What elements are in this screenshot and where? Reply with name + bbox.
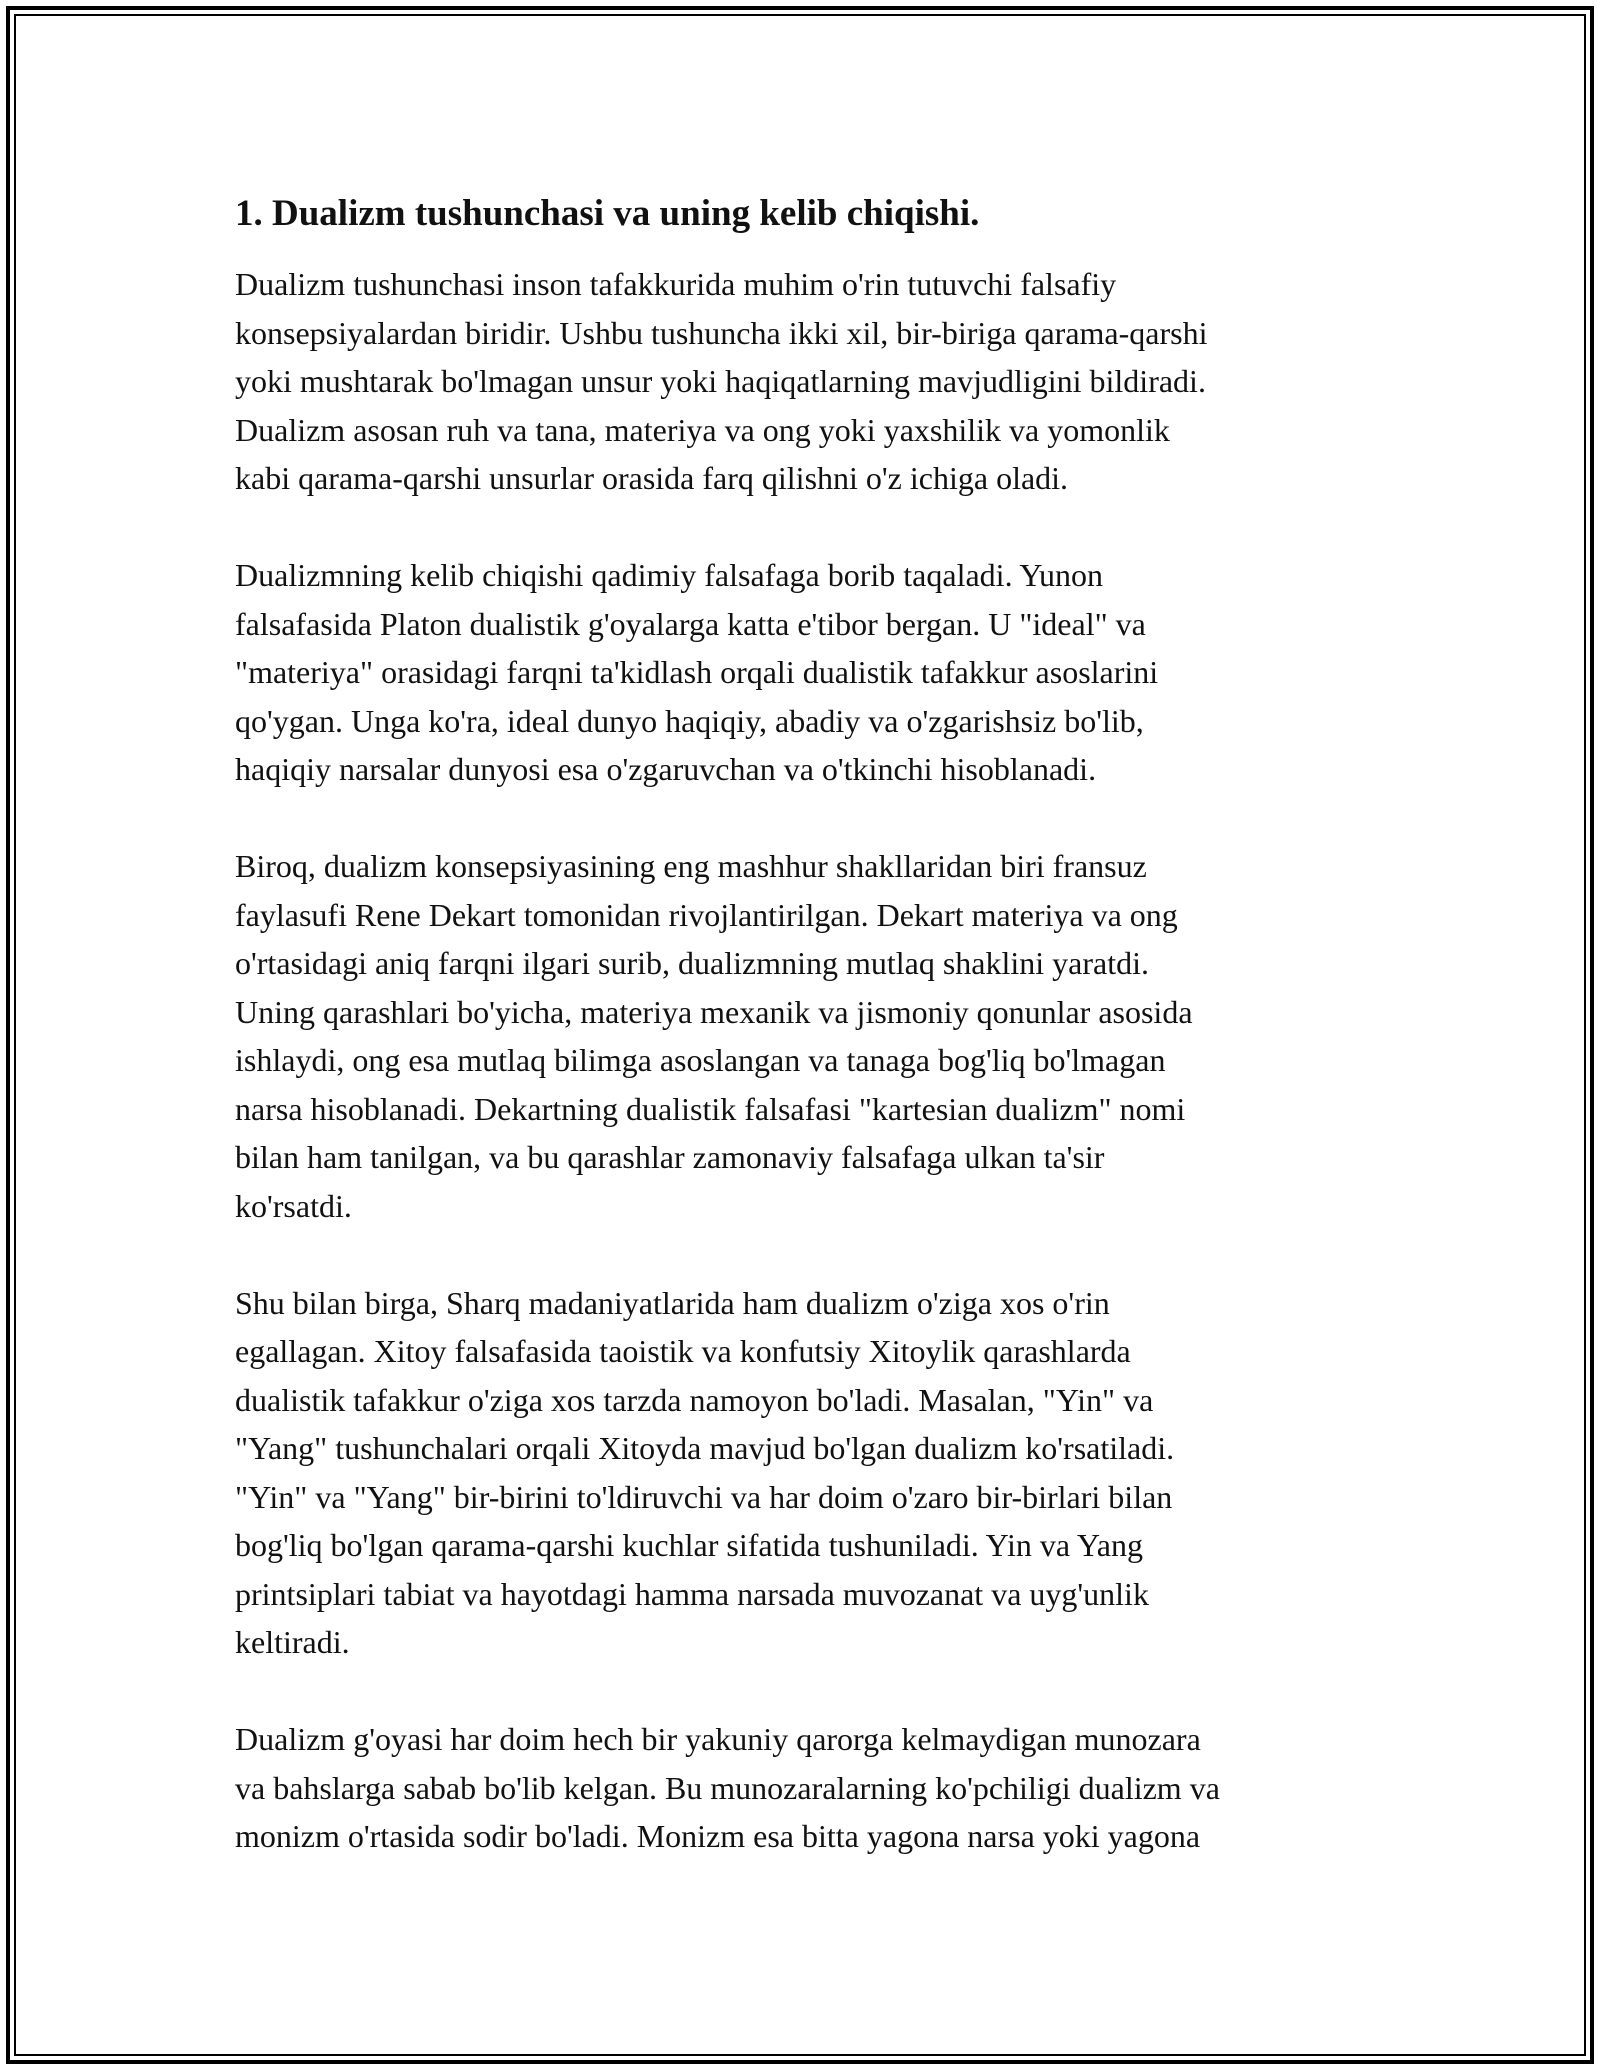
paragraph-line: narsa hisoblanadi. Dekartning dualistik falsafasi "kartesian dualizm" nomi	[235, 1090, 1186, 1127]
paragraph-line: o'rtasidagi aniq farqni ilgari surib, dualizmning mutlaq shaklini yaratdi.	[235, 945, 1149, 981]
paragraph-line: kabi qarama-qarshi unsurlar orasida farq qilishni o'z ichiga oladi.	[235, 460, 1069, 496]
paragraph-line: ishlaydi, ong esa mutlaq bilimga asoslangan va tanaga bog'liq bo'lmagan	[235, 1042, 1166, 1078]
paragraph-line: Shu bilan birga, Sharq madaniyatlarida ham dualizm o'ziga xos o'rin	[235, 1284, 1110, 1321]
paragraph-3	[235, 842, 1385, 1230]
paragraph-line: Dualizm g'oyasi har doim hech bir yakuniy qarorga kelmaydigan munozara	[235, 1721, 1201, 1757]
document-body	[235, 188, 1385, 1909]
paragraph-line: va bahslarga sabab bo'lib kelgan. Bu munozaralarning ko'pchiligi dualizm va	[235, 1769, 1220, 1806]
paragraph-4	[235, 1279, 1385, 1667]
section-heading: 1. Dualizm tushunchasi va uning kelib chiqishi.	[235, 193, 980, 234]
paragraph-line: "materiya" orasidagi farqni ta'kidlash orqali dualistik tafakkur asoslarini	[235, 654, 1159, 690]
paragraph-5	[235, 1715, 1385, 1861]
paragraph-line: Biroq, dualizm konsepsiyasining eng mashhur shakllaridan biri fransuz	[235, 848, 1147, 884]
paragraph-line: "Yang" tushunchalari orqali Xitoyda mavjud bo'lgan dualizm ko'rsatiladi.	[235, 1430, 1175, 1466]
paragraph-line: keltiradi.	[235, 1624, 350, 1660]
paragraph-line: konsepsiyalardan biridir. Ushbu tushuncha ikki xil, bir-biriga qarama-qarshi	[235, 314, 1208, 351]
paragraph-line: faylasufi Rene Dekart tomonidan rivojlantirilgan. Dekart materiya va ong	[235, 896, 1178, 933]
paragraph-line: qo'ygan. Unga ko'ra, ideal dunyo haqiqiy, abadiy va o'zgarishsiz bo'lib,	[235, 702, 1144, 739]
paragraph-line: haqiqiy narsalar dunyosi esa o'zgaruvchan va o'tkinchi hisoblanadi.	[235, 751, 1097, 787]
paragraph-line: printsiplari tabiat va hayotdagi hamma narsada muvozanat va uyg'unlik	[235, 1575, 1149, 1612]
paragraph-line: ko'rsatdi.	[235, 1187, 352, 1224]
paragraph-line: Dualizm asosan ruh va tana, materiya va ong yoki yaxshilik va yomonlik	[235, 411, 1170, 448]
paragraph-line: "Yin" va "Yang" bir-birini to'ldiruvchi va har doim o'zaro bir-birlari bilan	[235, 1478, 1173, 1515]
paragraph-line: bog'liq bo'lgan qarama-qarshi kuchlar sifatida tushuniladi. Yin va Yang	[235, 1527, 1143, 1563]
paragraph-line: yoki mushtarak bo'lmagan unsur yoki haqiqatlarning mavjudligini bildiradi.	[235, 363, 1206, 399]
paragraph-line: monizm o'rtasida sodir bo'ladi. Monizm esa bitta yagona narsa yoki yagona	[235, 1818, 1201, 1854]
paragraph-line: Dualizmning kelib chiqishi qadimiy falsafaga borib taqaladi. Yunon	[235, 557, 1103, 593]
paragraph-line: Uning qarashlari bo'yicha, materiya mexanik va jismoniy qonunlar asosida	[235, 993, 1193, 1030]
paragraph-line: Dualizm tushunchasi inson tafakkurida muhim o'rin tutuvchi falsafiy	[235, 266, 1117, 302]
paragraph-line: falsafasida Platon dualistik g'oyalarga katta e'tibor bergan. U "ideal" va	[235, 605, 1146, 642]
paragraph-line: bilan ham tanilgan, va bu qarashlar zamonaviy falsafaga ulkan ta'sir	[235, 1139, 1105, 1175]
paragraph-line: egallagan. Xitoy falsafasida taoistik va konfutsiy Xitoylik qarashlarda	[235, 1333, 1131, 1369]
paragraph-line: dualistik tafakkur o'ziga xos tarzda namoyon bo'ladi. Masalan, "Yin" va	[235, 1381, 1154, 1418]
paragraph-1	[235, 260, 1385, 503]
paragraph-2	[235, 551, 1385, 794]
